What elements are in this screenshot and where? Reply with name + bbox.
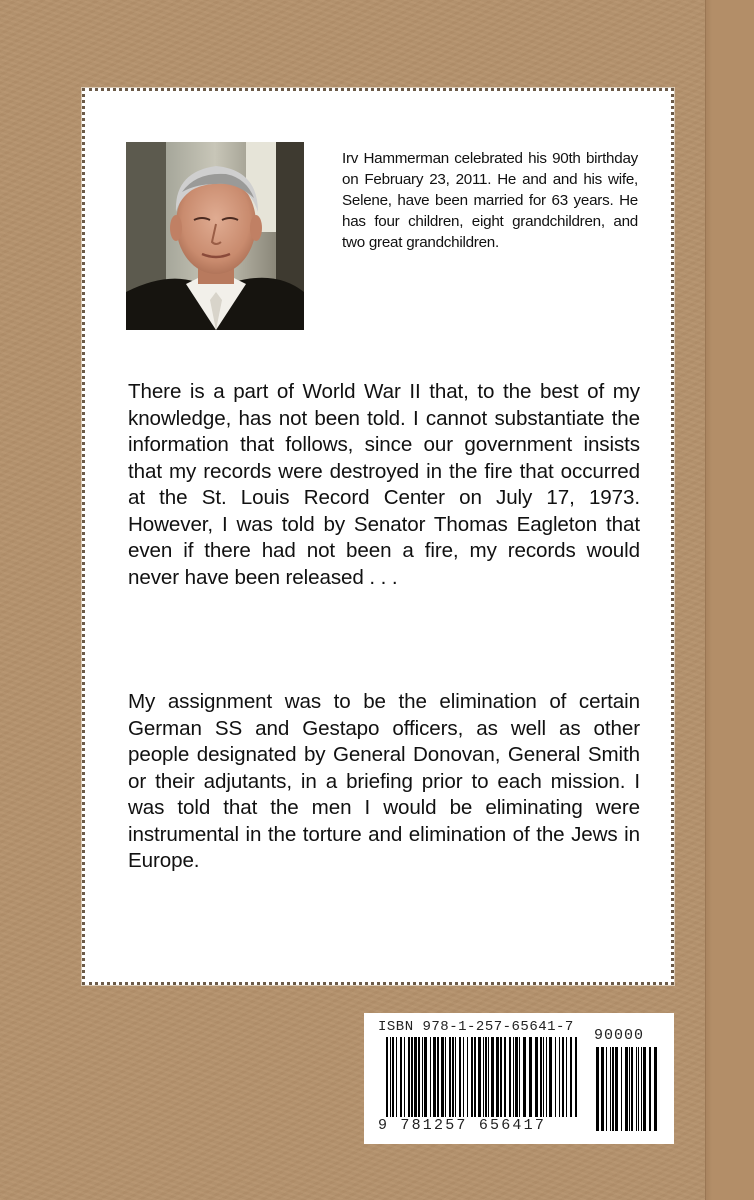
price-barcode-bars: [596, 1047, 658, 1131]
isbn-label: ISBN 978-1-257-65641-7: [378, 1019, 574, 1035]
author-portrait-image: [126, 142, 304, 330]
paragraph-2: My assignment was to be the elimination of certain German SS and Gestapo officers, as well as other people designated by General Donovan, General Smith or their adjutants, in a briefing prior to each mission. I was told that the men I would be eliminating were instrumental in the torture and elimination of the Jews in Europe.: [128, 690, 640, 872]
spine-edge: [705, 0, 754, 1200]
isbn-barcode-box: [364, 1013, 674, 1144]
author-photo: [126, 142, 304, 330]
price-code: 90000: [594, 1027, 645, 1044]
paragraph-1: There is a part of World War II that, to the best of my knowledge, has not been told. I cannot substantiate the information that follows, since our government insists that my records were destroyed in the fire that occurred at the St. Louis Record Center on July 17, 1973. However, I was told by Senator Thomas Eagleton that even if there had not been a fire, my records would never have been released . . .: [128, 380, 640, 589]
text-panel: [82, 88, 674, 985]
author-bio: Irv Hammerman celebrated his 90th birthday on February 23, 2011. He and and his wife, Selene, have been married for 63 years. He has four children, eight grandchildren, and two great grandchildren.: [342, 150, 638, 251]
ean-barcode-bars: [386, 1037, 578, 1117]
ean-digits: 9 781257 656417: [378, 1117, 547, 1134]
